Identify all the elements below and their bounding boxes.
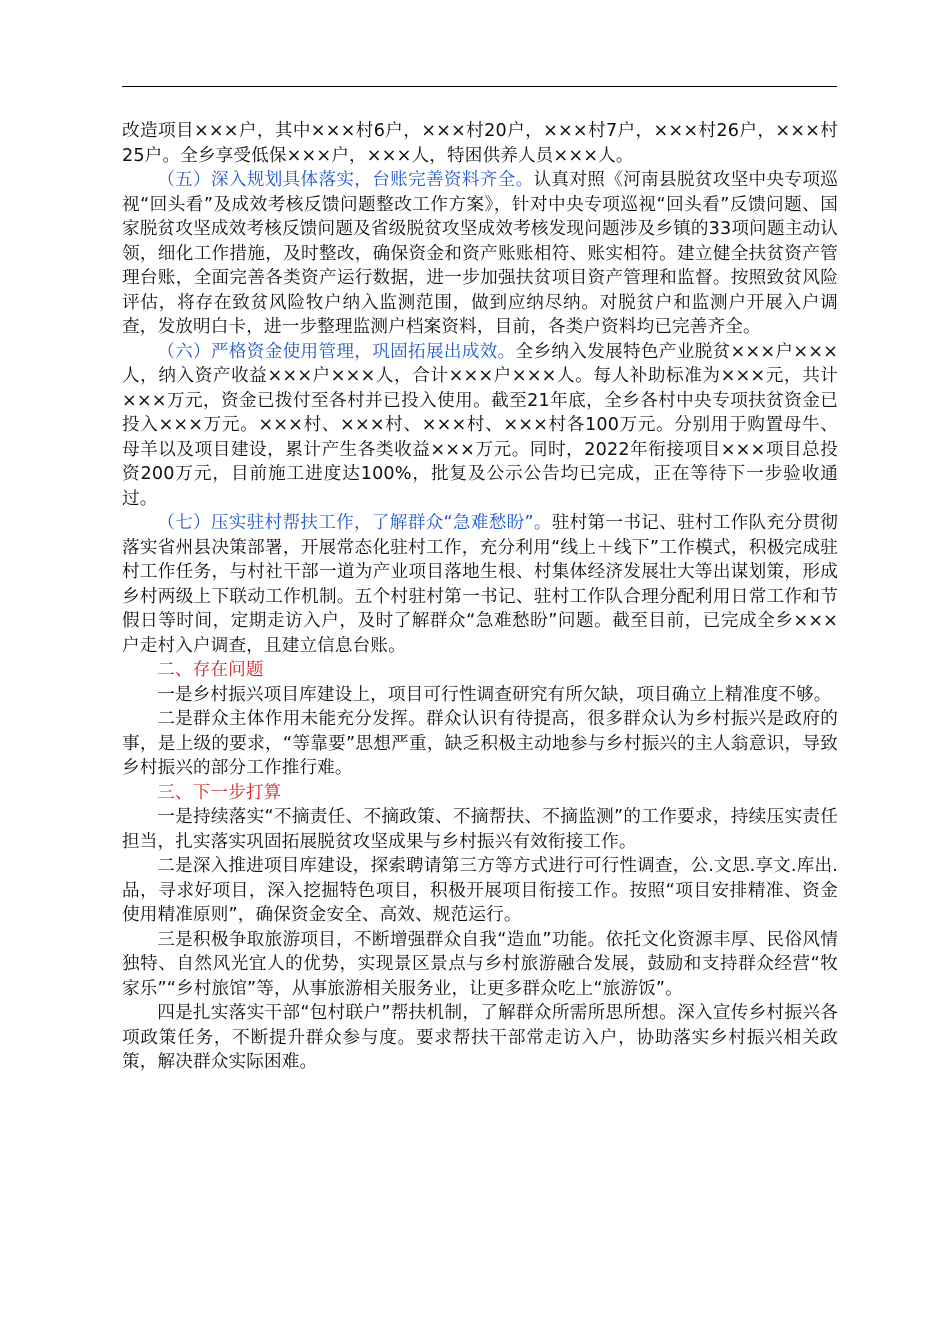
paragraph-text: 全乡纳入发展特色产业脱贫×××户×××人，纳入资产收益×××户×××人，合计×××户×××人。每人补助标准为×××元，共计×××万元，资金已拨付至各村并已投入使用。截至21年底，全乡各村中央专项扶贫资金已投入×××万元。×××村、×××村、×××村、×××村各100万元。分别用于购置母牛、母羊以及项目建设，累计产生各类收益×××万元。同时，2022年衔接项目×××项目总投资200万元，目前施工进度达100%，批复及公示公告均已完成，正在等待下一步验收通过。 — [122, 341, 838, 509]
plan-paragraph: 一是持续落实“不摘责任、不摘政策、不摘帮扶、不摘监测”的工作要求，持续压实责任担当，扎实落实巩固拓展脱贫攻坚成果与乡村振兴有效衔接工作。 — [122, 807, 838, 852]
paragraph-text: 认真对照《河南县脱贫攻坚中央专项巡视“回头看”及成效考核反馈问题整改工作方案》，针对中央专项巡视“回头看”反馈问题、国家脱贫攻坚成效考核反馈问题及省级脱贫攻坚成效考核发现问题涉及乡镇的33项问题主动认领，细化工作措施，及时整改，确保资金和资产账账相符、账实相符。建立健全扶贫资产管理台账，全面完善各类资产运行数据，进一步加强扶贫项目资产管理和监督。按照致贫风险评估，将存在致贫风险牧户纳入监测范围，做到应纳尽纳。对脱贫户和监测户开展入户调查，发放明白卡，进一步整理监测户档案资料，目前，各类户资料均已完善齐全。 — [122, 170, 838, 337]
problem-paragraph: 一是乡村振兴项目库建设上，项目可行性调查研究有所欠缺，项目确立上精准度不够。 — [157, 684, 832, 705]
document-body — [122, 119, 838, 1075]
header-rule — [122, 86, 837, 87]
section-heading-problems: 二、存在问题 — [157, 660, 264, 680]
plan-paragraph: 四是扎实落实干部“包村联户”帮扶机制，了解群众所需所思所想。深入宣传乡村振兴各项政策任务，不断提升群众参与度。要求帮扶干部常走访入户，协助落实乡村振兴相关政策，解决群众实际困难。 — [122, 1003, 838, 1072]
subsection-six — [122, 340, 838, 512]
paragraph-text: 改造项目×××户，其中×××村6户，×××村20户，×××村7户，×××村26户，×××村25户。全乡享受低保×××户，×××人，特困供养人员×××人。 — [122, 121, 838, 166]
subsection-seven — [122, 511, 838, 658]
subsection-heading: （六）严格资金使用管理，巩固拓展出成效。 — [157, 341, 516, 362]
continuation-paragraph — [122, 119, 838, 168]
paragraph-text: 驻村第一书记、驻村工作队充分贯彻落实省州县决策部署，开展常态化驻村工作，充分利用“线上＋线下”工作模式，积极完成驻村工作任务，与村社干部一道为产业项目落地生根、村集体经济发展壮大等出谋划策，形成乡村两级上下联动工作机制。五个村驻村第一书记、驻村工作队合理分配利用日常工作和节假日等时间，定期走访入户，及时了解群众“急难愁盼”问题。截至目前，已完成全乡×××户走村入户调查，且建立信息台账。 — [122, 513, 838, 656]
subsection-heading: （七）压实驻村帮扶工作，了解群众“急难愁盼”。 — [157, 513, 552, 533]
section-heading-next-steps: 三、下一步打算 — [157, 782, 282, 803]
subsection-heading: （五）深入规划具体落实，台账完善资料齐全。 — [157, 170, 534, 190]
plan-paragraph: 三是积极争取旅游项目，不断增强群众自我“造血”功能。依托文化资源丰厚、民俗风情独特、自然风光宜人的优势，实现景区景点与乡村旅游融合发展，鼓励和支持群众经营“牧家乐”“乡村旅馆”等，从事旅游相关服务业，让更多群众吃上“旅游饭”。 — [122, 929, 838, 999]
problem-paragraph: 二是群众主体作用未能充分发挥。群众认识有待提高，很多群众认为乡村振兴是政府的事，是上级的要求，“等靠要”思想严重，缺乏积极主动地参与乡村振兴的主人翁意识，导致乡村振兴的部分工作推行难。 — [122, 709, 838, 778]
plan-paragraph: 二是深入推进项目库建设，探索聘请第三方等方式进行可行性调查，公.文思.享文.库出.品，寻求好项目，深入挖掘特色项目，积极开展项目衔接工作。按照“项目安排精准、资金使用精准原则”，确保资金安全、高效、规范运行。 — [122, 856, 838, 925]
subsection-five — [122, 168, 838, 340]
